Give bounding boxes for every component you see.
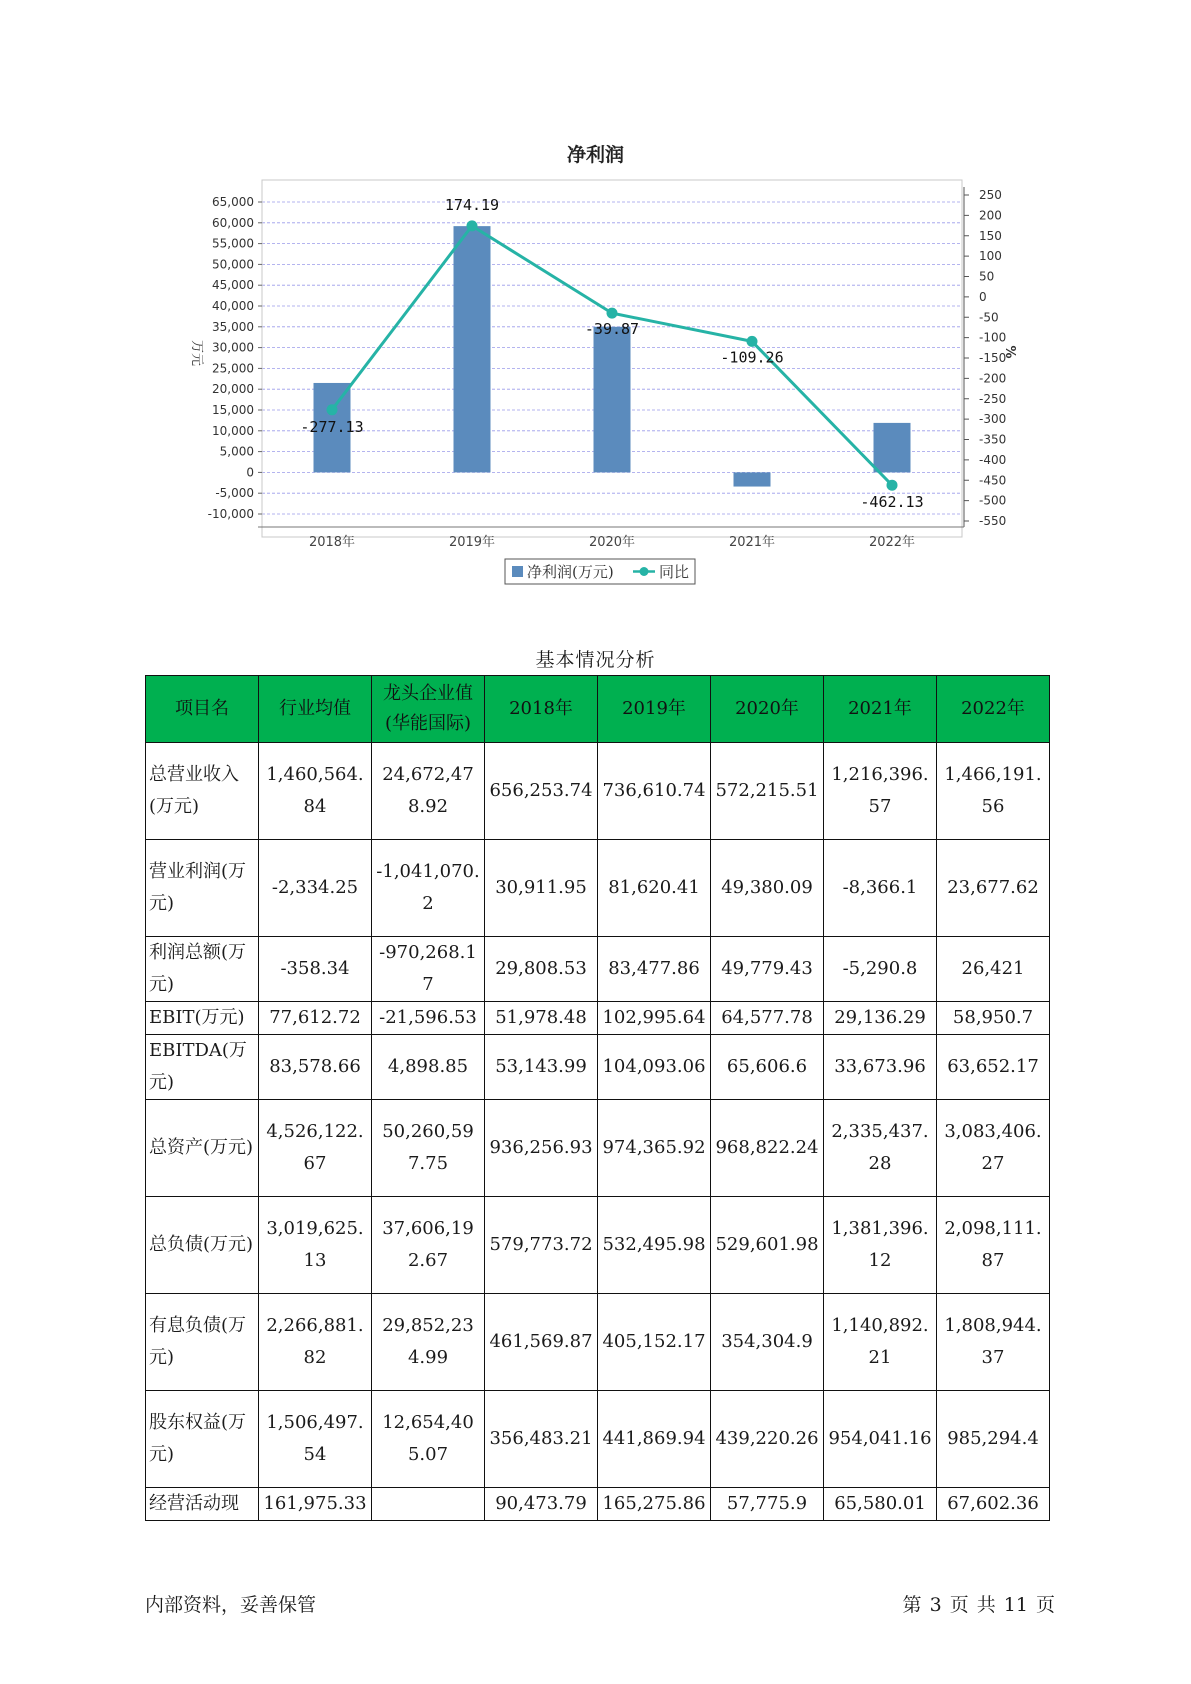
table-cell: 65,580.01 [824,1488,937,1521]
y-axis-tick-label: 65,000 [212,195,254,209]
y-axis-tick-label: 40,000 [212,299,254,313]
y2-axis-tick-label: -100 [979,330,1007,345]
row-label: 总营业收入(万元) [146,743,259,840]
table-cell: -970,268.17 [372,937,485,1002]
table-cell: -21,596.53 [372,1002,485,1035]
yoy-point [327,404,338,415]
row-label: 总负债(万元) [146,1197,259,1294]
y2-axis-tick-label: -350 [979,432,1007,447]
table-cell: 3,083,406.27 [937,1100,1050,1197]
row-label: 有息负债(万元) [146,1294,259,1391]
table-cell: 65,606.6 [711,1035,824,1100]
y-axis-tick-label: 45,000 [212,278,254,293]
table-row [146,1197,1050,1294]
table-header-cell: 2021年 [824,676,937,743]
row-label: EBIT(万元) [146,1002,259,1035]
table-cell: 985,294.4 [937,1391,1050,1488]
data-label: -109.26 [720,348,784,367]
table-cell: 529,601.98 [711,1197,824,1294]
table-cell: 24,672,478.92 [372,743,485,840]
yoy-point [467,220,478,231]
data-label: -462.13 [860,493,924,512]
table-header-cell: 2018年 [485,676,598,743]
y-axis-tick-label: -10,000 [207,507,254,521]
table-header-cell: 项目名 [146,676,259,743]
table-cell: 90,473.79 [485,1488,598,1521]
y2-axis-tick-label: 100 [979,249,1002,264]
x-axis-tick-label: 2020年 [588,535,636,550]
table-cell: 165,275.86 [598,1488,711,1521]
table-cell: -2,334.25 [259,840,372,937]
table-cell: 1,506,497.54 [259,1391,372,1488]
table-row [146,1100,1050,1197]
table-cell: 51,978.48 [485,1002,598,1035]
table-cell: 81,620.41 [598,840,711,937]
row-label: 股东权益(万元) [146,1391,259,1488]
table-cell: 12,654,405.07 [372,1391,485,1488]
table-cell: 37,606,192.67 [372,1197,485,1294]
table-cell: 736,610.74 [598,743,711,840]
table-header-cell: 2020年 [711,676,824,743]
y2-axis-tick-label: 150 [979,228,1002,243]
table-cell: 26,421 [937,937,1050,1002]
table-cell: 57,775.9 [711,1488,824,1521]
x-axis-tick-label: 2021年 [728,535,776,550]
table-cell: 1,466,191.56 [937,743,1050,840]
y2-axis-tick-label: -550 [979,514,1007,528]
y2-axis-tick-label: -200 [979,371,1007,386]
table-cell: 461,569.87 [485,1294,598,1391]
table-cell: 64,577.78 [711,1002,824,1035]
footer-page-number: 第 3 页 共 11 页 [902,1594,1055,1616]
y2-axis-tick-label: -500 [979,493,1007,508]
table-cell: 572,215.51 [711,743,824,840]
table-cell: 405,152.17 [598,1294,711,1391]
table-cell: 1,140,892.21 [824,1294,937,1391]
table-cell: 63,652.17 [937,1035,1050,1100]
table-row [146,1002,1050,1035]
table-cell: 532,495.98 [598,1197,711,1294]
bar-net-profit [734,472,771,486]
y2-axis-title: % [1002,345,1017,359]
x-axis-tick-label: 2019年 [448,535,496,550]
y2-axis-tick-label: 250 [979,188,1002,202]
y-axis-tick-label: 55,000 [212,236,254,251]
table-cell: 974,365.92 [598,1100,711,1197]
bar-net-profit [594,327,631,473]
table-cell: 49,380.09 [711,840,824,937]
table-cell: 2,335,437.28 [824,1100,937,1197]
table-header-cell: 龙头企业值(华能国际) [372,676,485,743]
table-cell: 102,995.64 [598,1002,711,1035]
y-axis-tick-label: 50,000 [212,257,254,272]
table-cell: -8,366.1 [824,840,937,937]
table-cell: 30,911.95 [485,840,598,937]
table-cell: 936,256.93 [485,1100,598,1197]
legend-label-line: 同比 [659,563,690,581]
y-axis-tick-label: 5,000 [219,444,254,459]
bar-net-profit [454,226,491,472]
table-cell: 1,381,396.12 [824,1197,937,1294]
table-cell: 354,304.9 [711,1294,824,1391]
table-header-cell: 2022年 [937,676,1050,743]
y2-axis-tick-label: -450 [979,473,1007,488]
table-cell: 49,779.43 [711,937,824,1002]
footer-confidential: 内部资料，妥善保管 [145,1594,317,1616]
table-cell: 4,526,122.67 [259,1100,372,1197]
table-cell: 29,808.53 [485,937,598,1002]
row-label: 总资产(万元) [146,1100,259,1197]
bar-net-profit [874,423,911,473]
table-cell: 53,143.99 [485,1035,598,1100]
row-label: EBITDA(万元) [146,1035,259,1100]
y2-axis-tick-label: -150 [979,351,1007,365]
table-cell: 954,041.16 [824,1391,937,1488]
table-cell: -358.34 [259,937,372,1002]
y-axis-tick-label: 0 [246,465,254,480]
table-cell: 1,460,564.84 [259,743,372,840]
x-axis-tick-label: 2022年 [868,535,916,550]
data-label: -277.13 [300,417,364,436]
table-row [146,1035,1050,1100]
table-row [146,937,1050,1002]
y2-axis-tick-label: 50 [979,269,995,284]
y-axis-tick-label: -5,000 [215,486,254,501]
data-label: -39.87 [584,320,640,339]
yoy-point [607,308,618,319]
y2-axis-tick-label: 0 [979,289,987,304]
table-cell: 4,898.85 [372,1035,485,1100]
table-cell: 29,136.29 [824,1002,937,1035]
y-axis-tick-label: 10,000 [212,423,254,438]
table-cell: 968,822.24 [711,1100,824,1197]
table-cell: 439,220.26 [711,1391,824,1488]
table-row [146,1294,1050,1391]
table-header-cell: 2019年 [598,676,711,743]
table-cell: 656,253.74 [485,743,598,840]
y-axis-tick-label: 30,000 [212,340,254,355]
table-cell: 33,673.96 [824,1035,937,1100]
table-cell: 579,773.72 [485,1197,598,1294]
y-axis-title: 万元 [189,339,204,367]
y2-axis-tick-label: -400 [979,452,1007,467]
table-cell: 29,852,234.99 [372,1294,485,1391]
net-profit-chart [0,0,1191,600]
table-cell: -1,041,070.2 [372,840,485,937]
y2-axis-tick-label: -250 [979,391,1007,406]
table-cell: 104,093.06 [598,1035,711,1100]
table-cell: 67,602.36 [937,1488,1050,1521]
table-cell: 23,677.62 [937,840,1050,937]
row-label: 利润总额(万元) [146,937,259,1002]
table-row [146,1391,1050,1488]
table-cell: 161,975.33 [259,1488,372,1521]
legend-swatch-marker [640,567,649,576]
row-label: 经营活动现 [146,1488,259,1521]
y2-axis-tick-label: 200 [979,208,1002,223]
table-row [146,840,1050,937]
y-axis-tick-label: 15,000 [212,403,254,417]
table-cell: 2,266,881.82 [259,1294,372,1391]
table-cell: 3,019,625.13 [259,1197,372,1294]
table-header-row [146,676,1050,743]
table-cell: 83,477.86 [598,937,711,1002]
table-cell: 2,098,111.87 [937,1197,1050,1294]
yoy-point [747,336,758,347]
table-row [146,1488,1050,1521]
table-cell: 441,869.94 [598,1391,711,1488]
y2-axis-tick-label: -50 [979,310,999,325]
row-label: 营业利润(万元) [146,840,259,937]
x-axis-tick-label: 2018年 [308,535,356,550]
y2-axis-tick-label: -300 [979,412,1007,427]
data-label: 174.19 [444,195,500,214]
table-cell: 356,483.21 [485,1391,598,1488]
table-cell: -5,290.8 [824,937,937,1002]
table-cell: 58,950.7 [937,1002,1050,1035]
legend-swatch-bar [512,566,523,577]
basic-analysis-table [145,675,1050,1521]
yoy-point [887,480,898,491]
table-cell: 77,612.72 [259,1002,372,1035]
table-caption: 基本情况分析 [535,649,656,671]
y-axis-tick-label: 25,000 [212,361,254,376]
y-axis-tick-label: 60,000 [212,215,254,230]
table-cell: 83,578.66 [259,1035,372,1100]
table-row [146,743,1050,840]
table-header-cell: 行业均值 [259,676,372,743]
table-cell: 1,808,944.37 [937,1294,1050,1391]
chart-title: 净利润 [566,144,624,166]
legend-label-bar: 净利润(万元) [527,563,614,581]
table-cell: 50,260,597.75 [372,1100,485,1197]
y-axis-tick-label: 35,000 [212,319,254,334]
y-axis-tick-label: 20,000 [212,382,254,397]
table-cell: 1,216,396.57 [824,743,937,840]
table-cell [372,1488,485,1521]
